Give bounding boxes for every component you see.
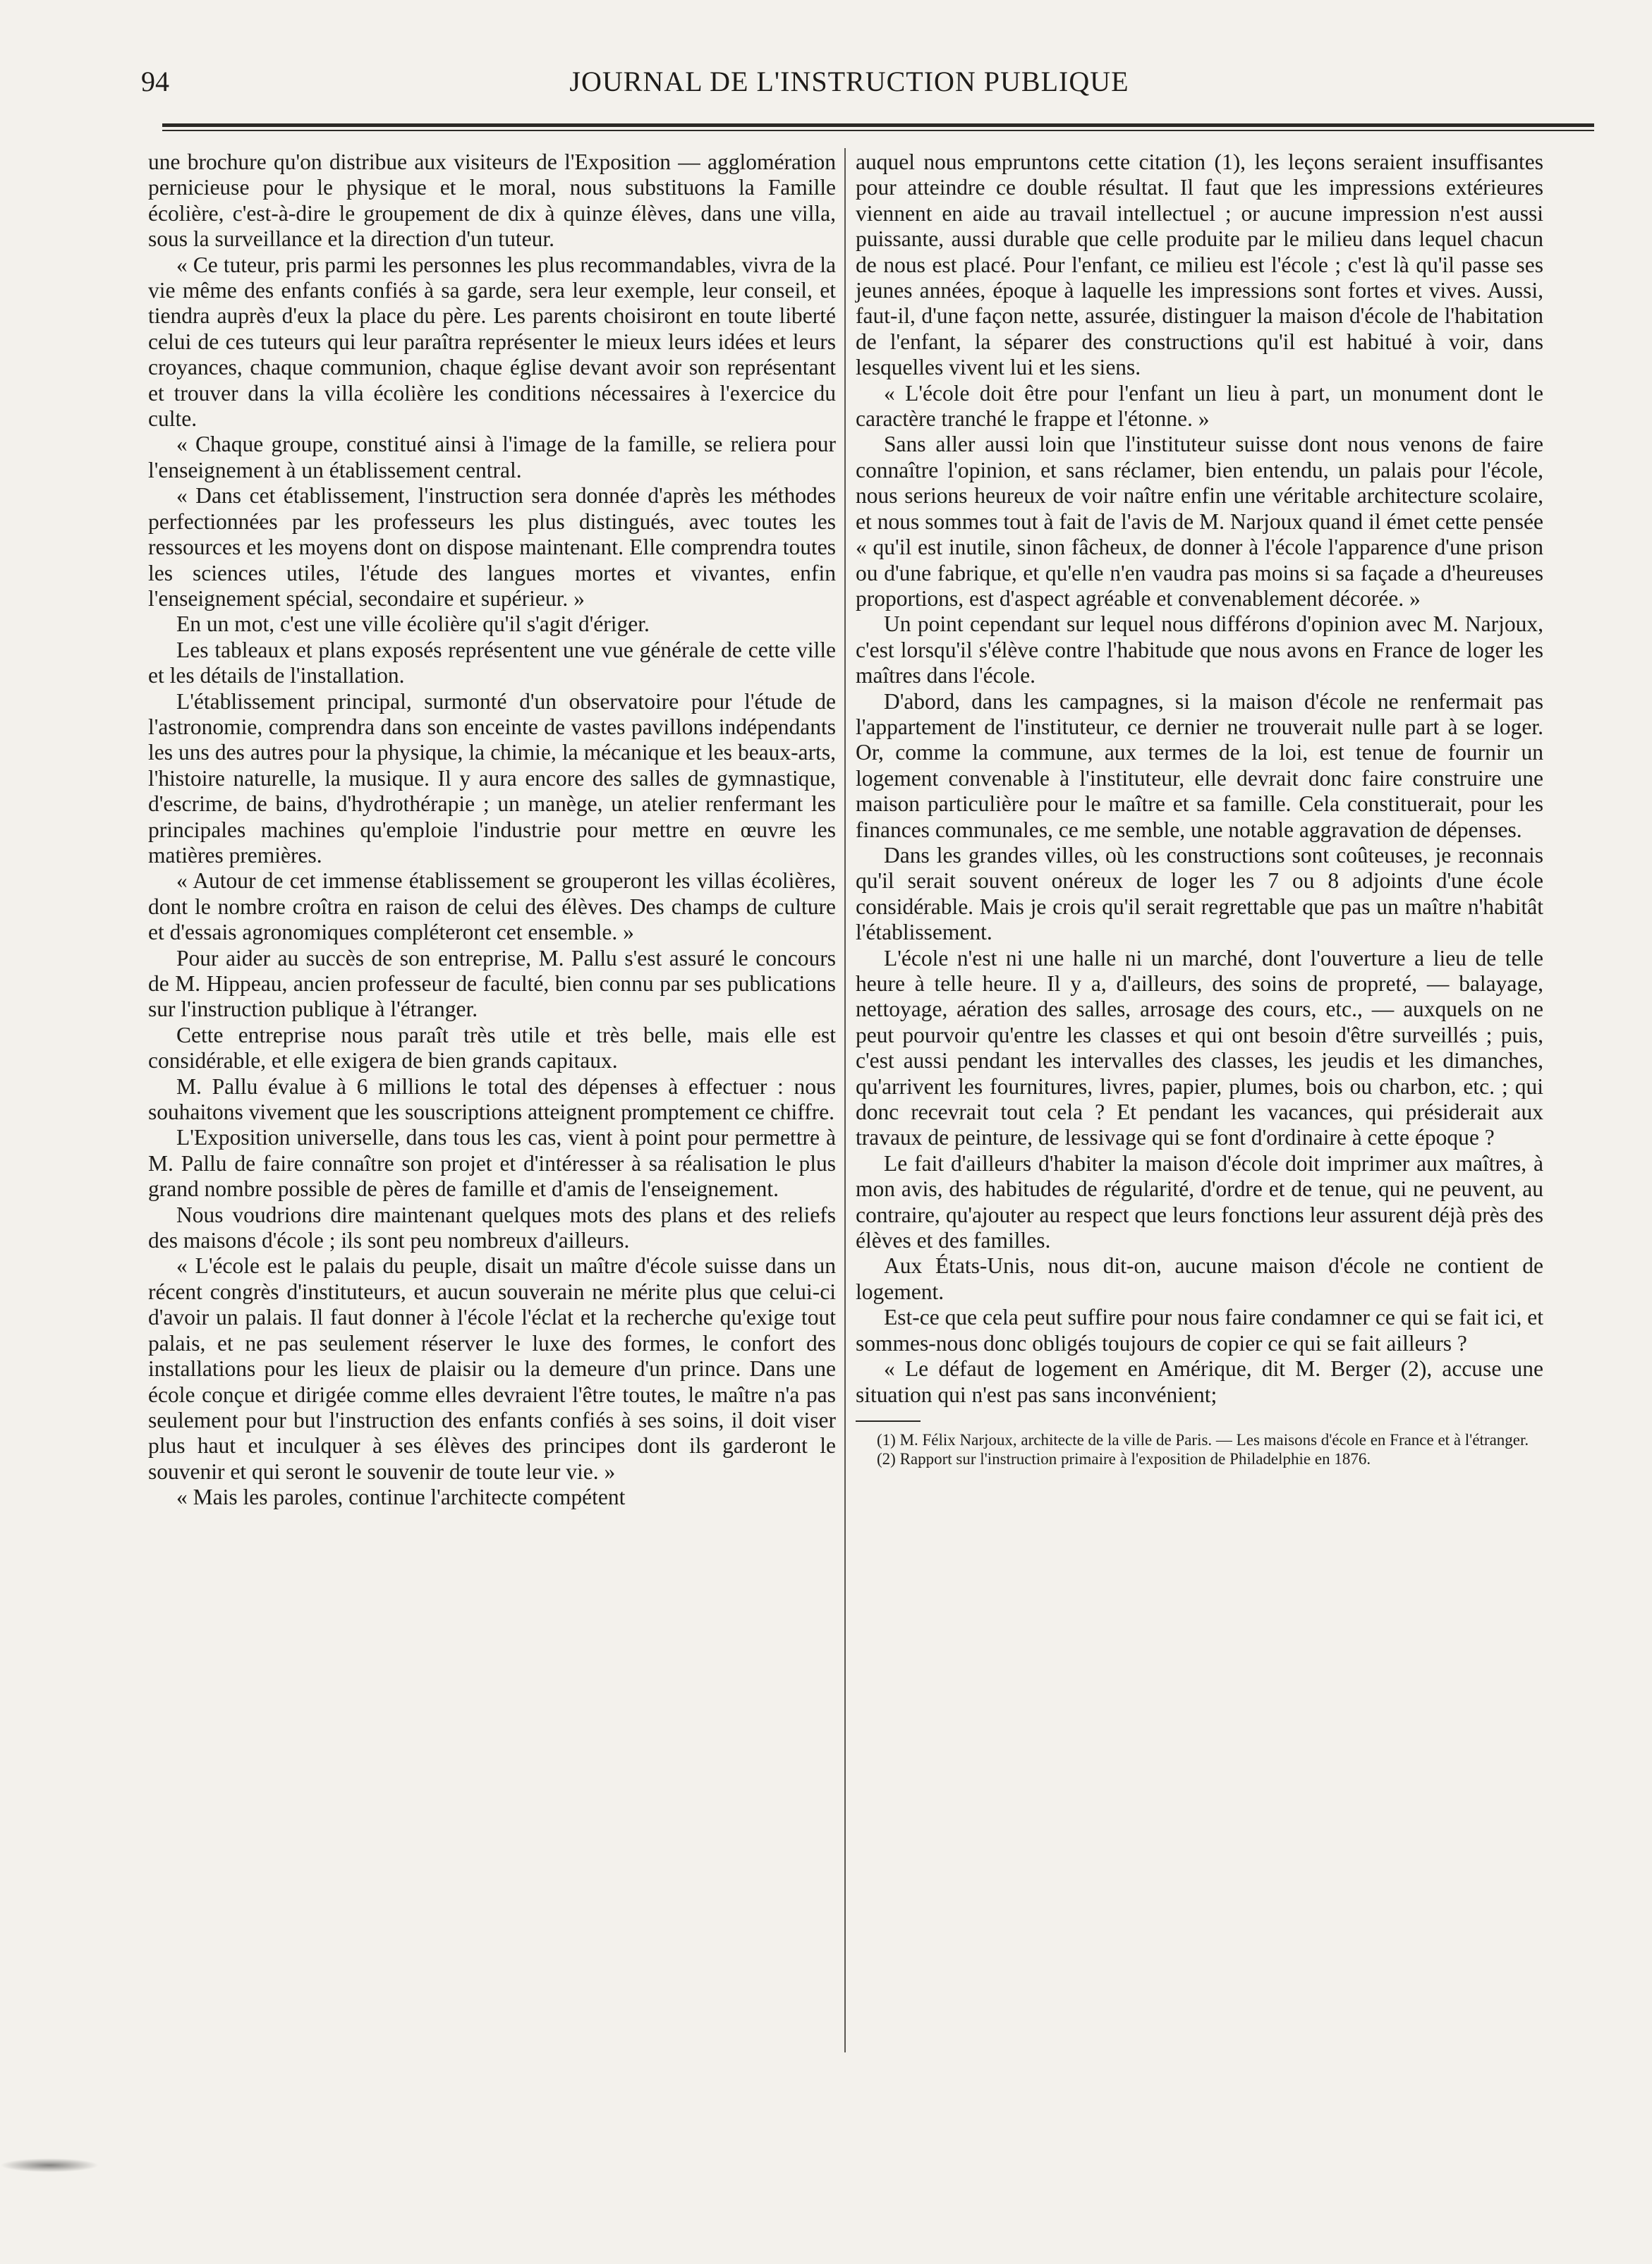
paragraph: « Le défaut de logement en Amérique, dit M. Berger (2), accuse une situation qui n'est pas sans inconvénient;	[856, 1356, 1543, 1407]
column-divider	[844, 148, 846, 2052]
paragraph: Nous voudrions dire maintenant quelques mots des plans et des reliefs des maisons d'école ; ils sont peu nombreux d'ailleurs.	[148, 1202, 836, 1253]
page-number: 94	[141, 66, 169, 97]
paragraph: L'établissement principal, surmonté d'un observatoire pour l'étude de l'astronomie, comprendra dans son enceinte de vastes pavillons indépendants les uns des autres pour la physique, la chimie, la mécanique et les beaux-arts, l'histoire naturelle, la musique. Il y aura encore des salles de gymnastique, d'escrime, de bains, d'hydrothérapie ; un manège, un atelier renfermant les principales machines qu'emploie l'industrie pour mettre en œuvre les matières premières.	[148, 688, 836, 868]
paragraph: Est-ce que cela peut suffire pour nous faire condamner ce qui se fait ici, et sommes-nous donc obligés toujours de copier ce qui se fait ailleurs ?	[856, 1305, 1543, 1356]
paragraph: Aux États-Unis, nous dit-on, aucune maison d'école ne contient de logement.	[856, 1253, 1543, 1304]
footnote-rule	[856, 1420, 921, 1422]
paragraph: une brochure qu'on distribue aux visiteurs de l'Exposition — agglomération pernicieuse pour le physique et le moral, nous substituons la Famille écolière, c'est-à-dire le groupement de dix à quinze élèves, dans une villa, sous la surveillance et la direction d'un tuteur.	[148, 150, 836, 252]
paragraph: auquel nous empruntons cette citation (1), les leçons seraient insuffisantes pour atteindre ce double résultat. Il faut que les impressions extérieures viennent en aide au travail intellectuel ; or aucune impression n'est aussi puissante, aussi durable que celle produite par le milieu dans lequel chacun de nous est placé. Pour l'enfant, ce milieu est l'école ; c'est là qu'il passe ses jeunes années, époque à laquelle les impressions sont fortes et vives. Aussi, faut-il, d'une façon nette, assurée, distinguer la maison d'école de l'habitation de l'enfant, la séparer des constructions qu'il est habitué à voir, dans lesquelles vivent lui et les siens.	[856, 150, 1543, 380]
paragraph: « L'école est le palais du peuple, disait un maître d'école suisse dans un récent congrès d'instituteurs, et aucun souverain ne mérite plus que celui-ci d'avoir un palais. Il faut donner à l'école l'éclat et la recherche qu'exige tout palais, et ne pas seulement réserver le luxe des formes, le confort des installations pour les lieux de plaisir ou la demeure d'un prince. Dans une école conçue et dirigée comme elles devraient l'être toutes, le maître n'a pas seulement pour but l'instruction des enfants confiés à ses soins, il doit viser plus haut et inculquer à ses élèves des principes dont ils garderont le souvenir et qui seront le souvenir de toute leur vie. »	[148, 1253, 836, 1484]
paragraph: « Chaque groupe, constitué ainsi à l'image de la famille, se reliera pour l'enseignement à un établissement central.	[148, 432, 836, 482]
left-column	[148, 150, 836, 1511]
paragraph: D'abord, dans les campagnes, si la maison d'école ne renfermait pas l'appartement de l'instituteur, ce dernier ne trouverait nulle part à se loger. Or, comme la commune, aux termes de la loi, est tenue de fournir un logement convenable à l'instituteur, elle devrait donc faire construire une maison particulière pour le maître et sa famille. Cela constituerait, pour les finances communales, ce me semble, une notable aggravation de dépenses.	[856, 688, 1543, 842]
header-rule-thick	[162, 123, 1594, 127]
page-header	[141, 65, 1557, 107]
paragraph: « Dans cet établissement, l'instruction sera donnée d'après les méthodes perfectionnées par les professeurs les plus distingués, avec toutes les ressources et les moyens dont on dispose maintenant. Elle comprendra toutes les sciences utiles, l'étude des langues mortes et vivantes, enfin l'enseignement spécial, secondaire et supérieur. »	[148, 483, 836, 611]
paragraph: Dans les grandes villes, où les constructions sont coûteuses, je reconnais qu'il serait souvent onéreux de loger les 7 ou 8 adjoints d'une école considérable. Mais je crois qu'il serait regrettable que pas un maître n'habitât l'établissement.	[856, 842, 1543, 945]
paragraph: « Mais les paroles, continue l'architecte compétent	[176, 1485, 626, 1510]
paragraph: « Ce tuteur, pris parmi les personnes les plus recommandables, vivra de la vie même des enfants confiés à sa garde, sera leur exemple, leur conseil, et tiendra auprès d'eux la place du père. Les parents choisiront en toute liberté celui de ces tuteurs qui leur paraîtra représenter le mieux leurs idées et leurs croyances, chaque communion, chaque église devant avoir son représentant et trouver dans la villa écolière les conditions nécessaires à l'exercice du culte.	[148, 252, 836, 432]
paragraph: L'école n'est ni une halle ni un marché, dont l'ouverture a lieu de telle heure à telle heure. Il y a, d'ailleurs, des soins de propreté, — balayage, nettoyage, aération des salles, arrosage des cours, etc., — auxquels on ne peut pourvoir qu'entre les classes et qui ont besoin d'être surveillés ; puis, c'est aussi pendant les intervalles des classes, les jeudis et les dimanches, qu'arrivent les fournitures, livres, papier, plumes, bois ou charbon, etc. ; qui donc recevrait tout cela ? Et pendant les vacances, qui présiderait aux travaux de peinture, de lessivage qui se font d'ordinaire à cette époque ?	[856, 945, 1543, 1150]
paragraph: « Autour de cet immense établissement se grouperont les villas écolières, dont le nombre croîtra en raison de celui des élèves. Des champs de culture et d'essais agronomiques compléteront cet ensemble. »	[148, 868, 836, 945]
paragraph: « L'école doit être pour l'enfant un lieu à part, un monument dont le caractère tranché le frappe et l'étonne. »	[856, 380, 1543, 432]
header-rule-thin	[162, 130, 1594, 131]
paragraph: Le fait d'ailleurs d'habiter la maison d'école doit imprimer aux maîtres, à mon avis, des habitudes de régularité, d'ordre et de tenue, qui ne peuvent, au contraire, qu'ajouter au respect que leurs fonctions leur assurent déjà près des élèves et des familles.	[856, 1150, 1543, 1253]
paragraph: L'Exposition universelle, dans tous les cas, vient à point pour permettre à M. Pallu de faire connaître son projet et d'intéresser à sa réalisation le plus grand nombre possible de pères de famille et d'amis de l'enseignement.	[148, 1125, 836, 1202]
paragraph: Pour aider au succès de son entreprise, M. Pallu s'est assuré le concours de M. Hippeau, ancien professeur de faculté, bien connu par ses publications sur l'instruction publique à l'étranger.	[148, 945, 836, 1022]
paragraph: En un mot, c'est une ville écolière qu'il s'agit d'ériger.	[176, 611, 650, 637]
paragraph: Un point cependant sur lequel nous différons d'opinion avec M. Narjoux, c'est lorsqu'il s'élève contre l'habitude que nous avons en France de loger les maîtres dans l'école.	[856, 611, 1543, 688]
right-column	[856, 150, 1543, 1468]
journal-title: JOURNAL DE L'INSTRUCTION PUBLIQUE	[569, 66, 1129, 97]
paragraph: Les tableaux et plans exposés représentent une vue générale de cette ville et les détails de l'installation.	[148, 637, 836, 688]
paragraph: Cette entreprise nous paraît très utile et très belle, mais elle est considérable, et elle exigera de bien grands capitaux.	[148, 1022, 836, 1073]
paragraph: Sans aller aussi loin que l'instituteur suisse dont nous venons de faire connaître l'opinion, et sans réclamer, bien entendu, un palais pour l'école, nous serions heureux de voir naître enfin une véritable architecture scolaire, et nous sommes tout à fait de l'avis de M. Narjoux quand il émet cette pensée « qu'il est inutile, sinon fâcheux, de donner à l'école l'apparence d'une prison ou d'une fabrique, et qu'elle n'en vaudra pas moins si sa façade a d'heureuses proportions, est d'aspect agréable et convenablement décorée. »	[856, 432, 1543, 611]
paragraph: M. Pallu évalue à 6 millions le total des dépenses à effectuer : nous souhaitons vivement que les souscriptions atteignent promptement ce chiffre.	[148, 1073, 836, 1125]
footnote: (1) M. Félix Narjoux, architecte de la ville de Paris. — Les maisons d'école en France et à l'étranger.	[877, 1430, 1529, 1449]
footnote: (2) Rapport sur l'instruction primaire à l'exposition de Philadelphie en 1876.	[877, 1449, 1371, 1468]
ink-smudge	[0, 2158, 99, 2172]
